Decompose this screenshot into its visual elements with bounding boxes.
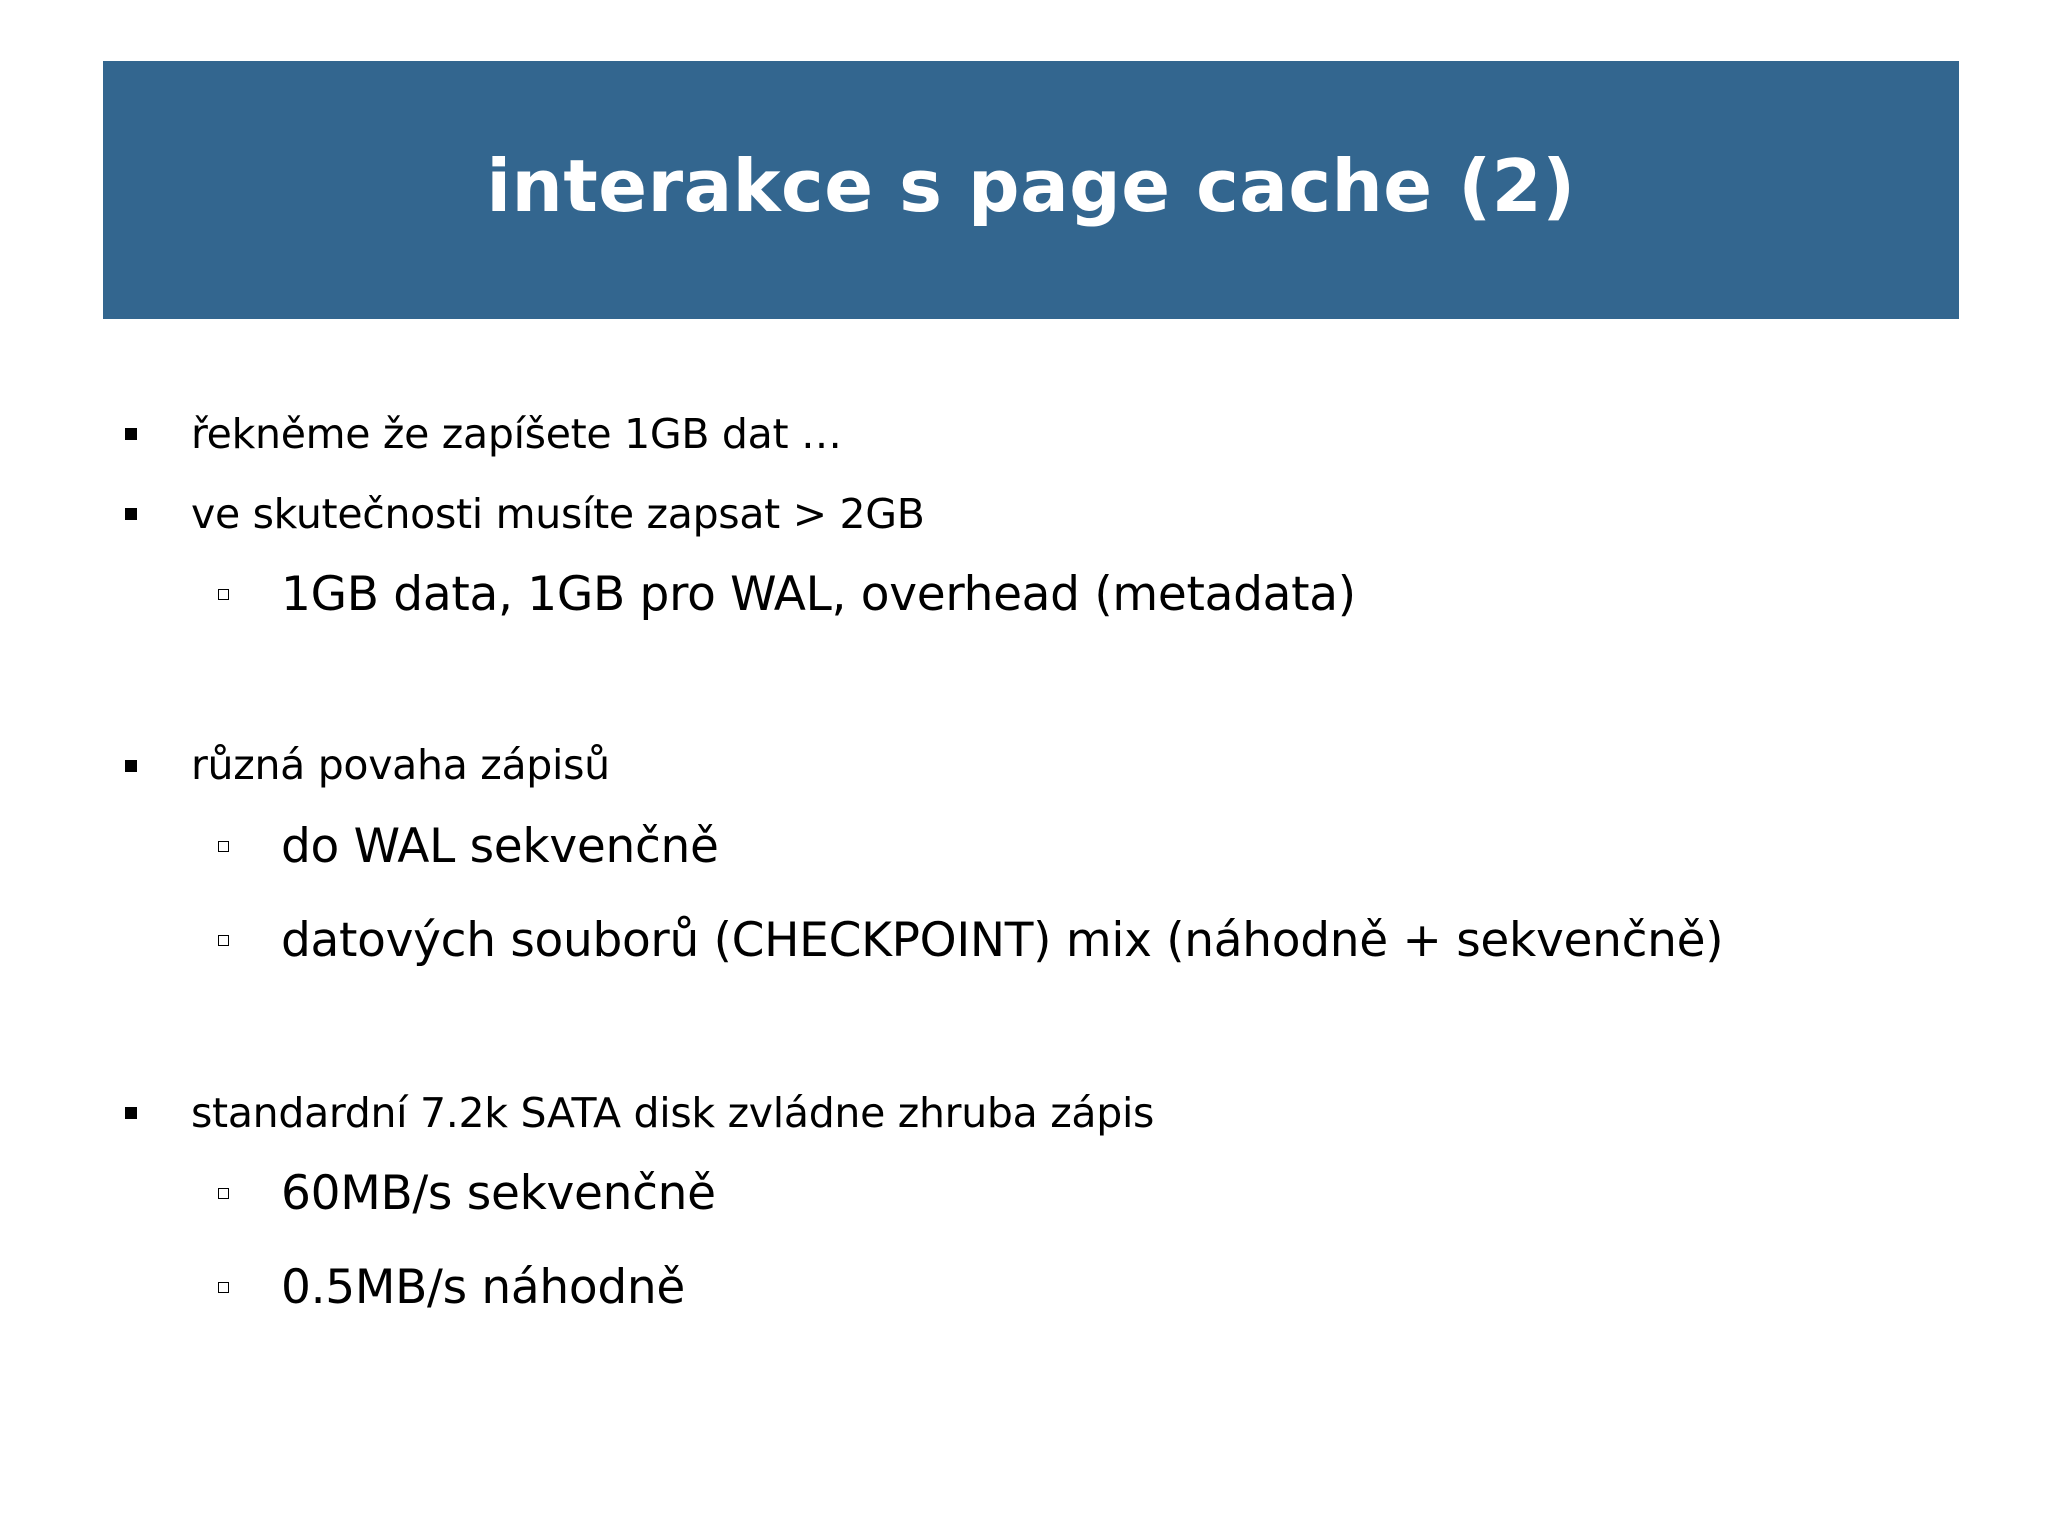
- bullet-text: standardní 7.2k SATA disk zvládne zhruba zápis: [191, 1089, 1155, 1137]
- hollow-square-bullet-icon: [218, 1188, 229, 1199]
- bullet-text: řekněme že zapíšete 1GB dat …: [191, 410, 842, 458]
- hollow-square-bullet-icon: [218, 841, 229, 852]
- sub-bullet-text: datových souborů (CHECKPOINT) mix (náhodně + sekvenčně): [281, 913, 1724, 968]
- square-bullet-icon: [125, 760, 137, 772]
- square-bullet-icon: [125, 1107, 137, 1119]
- bullet-text: různá povaha zápisů: [191, 741, 610, 789]
- square-bullet-icon: [125, 428, 137, 440]
- hollow-square-bullet-icon: [218, 1282, 229, 1293]
- bullet-text: ve skutečnosti musíte zapsat > 2GB: [191, 490, 925, 538]
- square-bullet-icon: [125, 508, 137, 520]
- sub-bullet-text: 60MB/s sekvenčně: [281, 1166, 716, 1221]
- hollow-square-bullet-icon: [218, 589, 229, 600]
- sub-bullet-text: do WAL sekvenčně: [281, 819, 719, 874]
- hollow-square-bullet-icon: [218, 935, 229, 946]
- sub-bullet-text: 1GB data, 1GB pro WAL, overhead (metadata): [281, 567, 1356, 622]
- sub-bullet-text: 0.5MB/s náhodně: [281, 1260, 685, 1315]
- slide-title: interakce s page cache (2): [486, 144, 1576, 228]
